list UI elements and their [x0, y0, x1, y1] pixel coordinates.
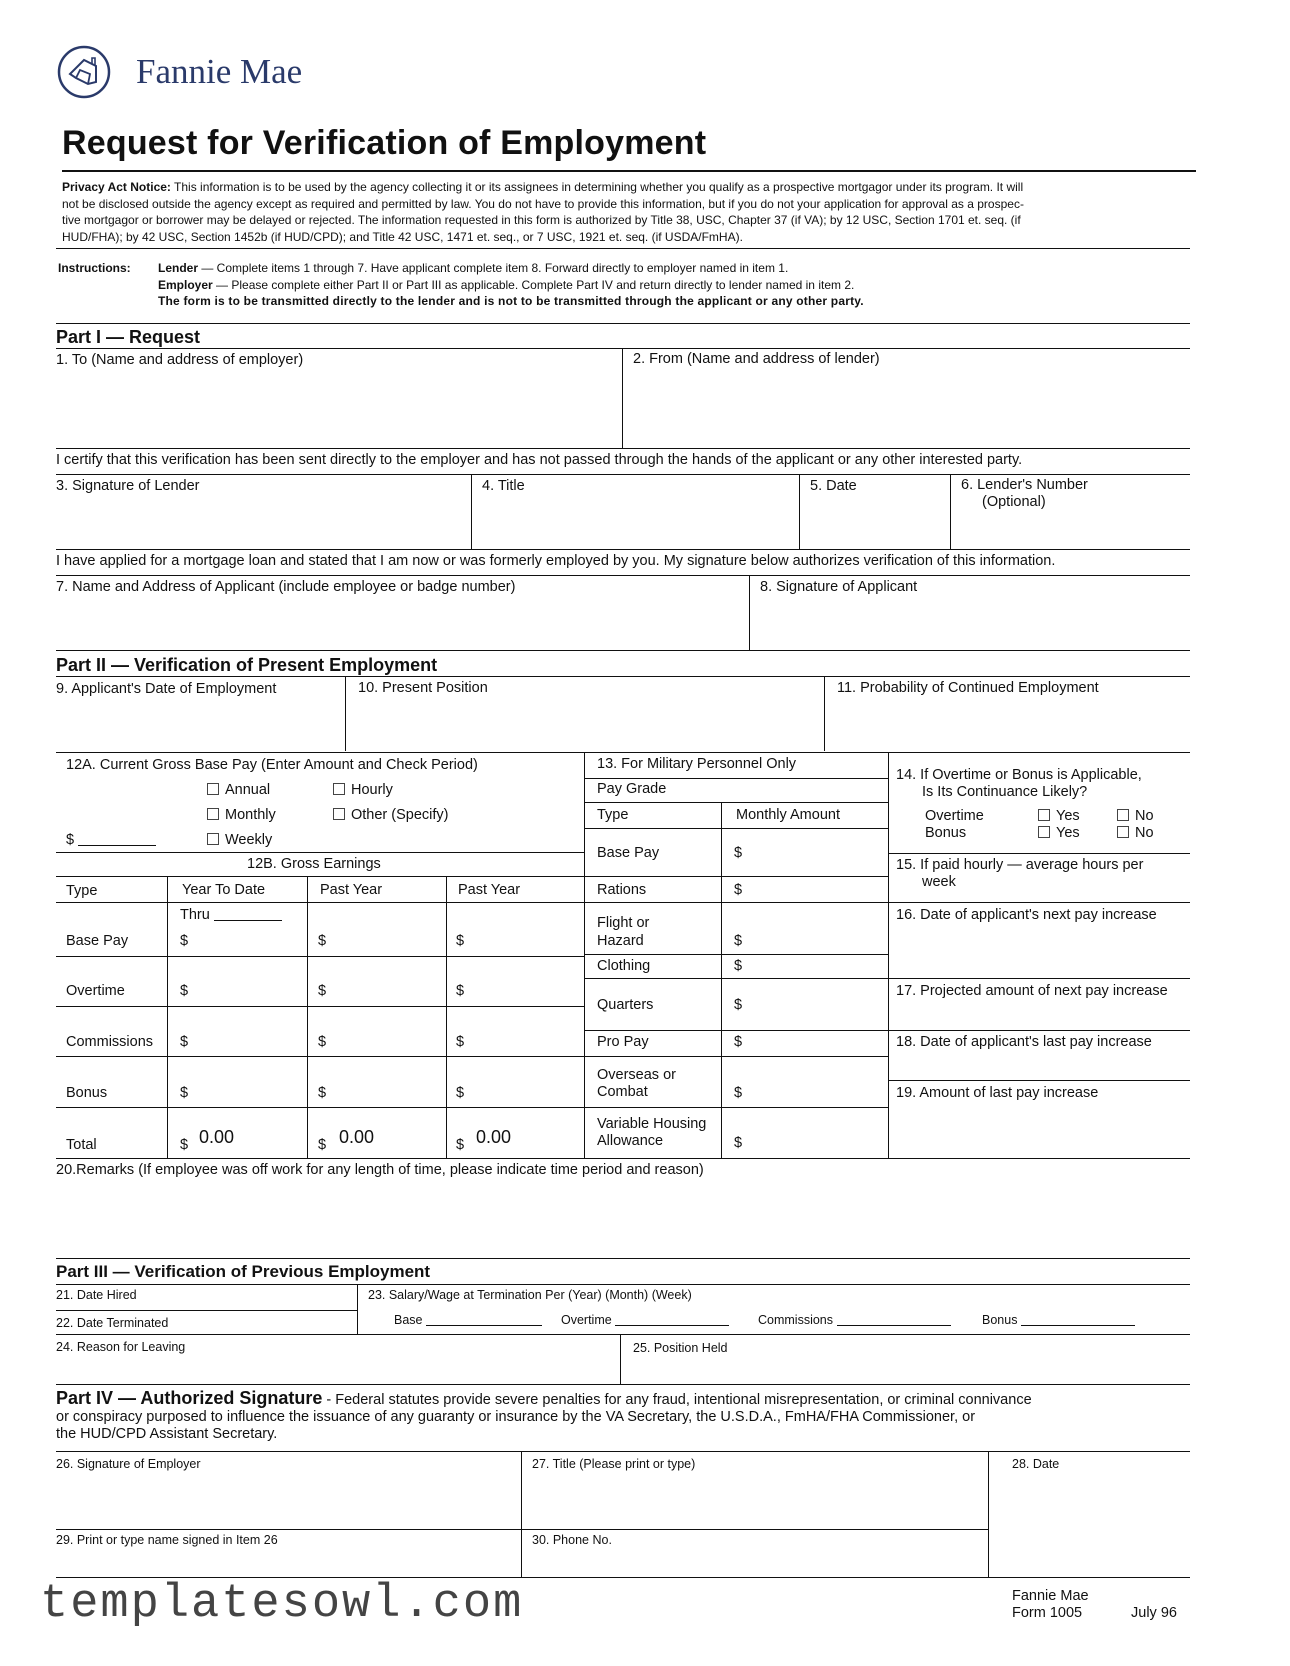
item13-label: 13. For Military Personnel Only	[597, 756, 797, 772]
thru-label	[180, 907, 282, 924]
continued-employment-field[interactable]	[829, 700, 1189, 748]
period-monthly[interactable]	[207, 807, 276, 824]
printed-name-field[interactable]	[60, 1550, 516, 1576]
weekly-checkbox[interactable]	[207, 833, 219, 845]
dollar-sign: $	[66, 832, 75, 848]
item4-label: 4. Title	[482, 478, 525, 494]
weekly-label: Weekly	[225, 832, 273, 848]
mil-quarters-amount-field[interactable]: $	[734, 997, 743, 1013]
total-past2-value[interactable]: 0.00	[476, 1127, 512, 1147]
overtime-past1-field[interactable]: $	[318, 983, 327, 999]
annual-label: Annual	[225, 782, 271, 798]
item15-line1: 15. If paid hourly — average hours per	[896, 857, 1144, 873]
mil-vha-line1: Variable Housing	[597, 1116, 707, 1132]
overtime-no-label: No	[1135, 808, 1154, 824]
part4-text1: - Federal statutes provide severe penalties for any fraud, intentional misrepresentation, or criminal connivance	[322, 1392, 1032, 1408]
brand-name: Fannie Mae	[136, 52, 303, 91]
lender-date-field[interactable]	[804, 498, 944, 546]
house-logo-icon	[56, 44, 112, 100]
item19-label: 19. Amount of last pay increase	[896, 1085, 1099, 1101]
overtime-yes-checkbox[interactable]	[1038, 809, 1050, 821]
monthly-checkbox[interactable]	[207, 808, 219, 820]
commissions-ytd-field[interactable]: $	[180, 1034, 189, 1050]
mil-monthly-header: Monthly Amount	[736, 807, 840, 823]
base-past2-field[interactable]: $	[456, 933, 465, 949]
instructions-label: Instructions:	[58, 261, 131, 275]
lender-address-field[interactable]	[628, 370, 1188, 444]
bonus-past2-field[interactable]: $	[456, 1085, 465, 1101]
mil-overseas-amount-field[interactable]: $	[734, 1085, 743, 1101]
part3-heading: Part III — Verification of Previous Employment	[56, 1262, 431, 1281]
item7-label: 7. Name and Address of Applicant (include employee or badge number)	[56, 579, 516, 595]
mil-overseas-line2: Combat	[597, 1084, 648, 1100]
mil-clothing-amount-field[interactable]: $	[734, 958, 743, 974]
col-past-year-2: Past Year	[458, 882, 521, 898]
total-ytd-dollar: $	[180, 1137, 189, 1153]
applicant-address-field[interactable]	[60, 598, 744, 648]
mil-base-pay: Base Pay	[597, 845, 660, 861]
item26-label: 26. Signature of Employer	[56, 1457, 201, 1471]
bonus-no-label: No	[1135, 825, 1154, 841]
employer-date-field[interactable]	[993, 1474, 1189, 1574]
item6-label: 6. Lender's Number	[961, 477, 1088, 493]
hourly-checkbox[interactable]	[333, 783, 345, 795]
item27-label: 27. Title (Please print or type)	[532, 1457, 696, 1471]
mil-pro-pay: Pro Pay	[597, 1034, 649, 1050]
bonus-no-checkbox[interactable]	[1117, 826, 1129, 838]
base-past1-field[interactable]: $	[318, 933, 327, 949]
mil-overseas-line1: Overseas or	[597, 1067, 676, 1083]
item23-label: 23. Salary/Wage at Termination Per (Year) (Month) (Week)	[368, 1288, 692, 1302]
total-past1-dollar: $	[318, 1137, 327, 1153]
overtime-ytd-field[interactable]: $	[180, 983, 189, 999]
item14-line2: Is Its Continuance Likely?	[922, 784, 1088, 800]
bonus-label: Bonus	[925, 825, 967, 841]
bonus-ytd-field[interactable]: $	[180, 1085, 189, 1101]
row-bonus: Bonus	[66, 1085, 108, 1101]
bonus-yes[interactable]	[1038, 825, 1080, 842]
row-base-pay: Base Pay	[66, 933, 129, 949]
privacy-line4: HUD/FHA); by 42 USC, Section 1452b (if HUD/CPD); and Title 42 USC, 1471 et. seq., or 7 USC, 1921 et. seq. (if USDA/FmHA).	[62, 229, 743, 244]
commissions-past2-field[interactable]: $	[456, 1034, 465, 1050]
form-brand: Fannie Mae	[1012, 1588, 1089, 1604]
item22-label: 22. Date Terminated	[56, 1316, 169, 1330]
present-position-field[interactable]	[350, 700, 820, 748]
lender-signature-field[interactable]	[60, 498, 465, 546]
mil-vha-line2: Allowance	[597, 1133, 664, 1149]
part4-heading: Part IV — Authorized Signature	[56, 1388, 323, 1408]
prev-commissions-field[interactable]	[758, 1313, 951, 1327]
item28-label: 28. Date	[1012, 1457, 1060, 1471]
overtime-yes[interactable]	[1038, 808, 1080, 825]
item12a-label: 12A. Current Gross Base Pay (Enter Amount and Check Period)	[66, 757, 478, 773]
item6-optional: (Optional)	[982, 494, 1046, 510]
mil-vha-amount-field[interactable]: $	[734, 1135, 743, 1151]
watermark: templatesowl.com	[40, 1578, 524, 1631]
monthly-label: Monthly	[225, 807, 276, 823]
item14-line1: 14. If Overtime or Bonus is Applicable,	[896, 767, 1142, 783]
item25-label: 25. Position Held	[633, 1341, 728, 1355]
bonus-yes-checkbox[interactable]	[1038, 826, 1050, 838]
prev-overtime-label: Overtime	[561, 1313, 612, 1327]
mil-rations-amount-field[interactable]: $	[734, 882, 743, 898]
employer-signature-field[interactable]	[60, 1474, 516, 1524]
thru-text: Thru	[180, 907, 210, 923]
overtime-past2-field[interactable]: $	[456, 983, 465, 999]
item15-line2: week	[922, 874, 956, 890]
bonus-past1-field[interactable]: $	[318, 1085, 327, 1101]
applicant-signature-field[interactable]	[754, 598, 1188, 648]
total-past1-value[interactable]: 0.00	[339, 1127, 375, 1147]
overtime-no-checkbox[interactable]	[1117, 809, 1129, 821]
row-overtime: Overtime	[66, 983, 125, 999]
privacy-line2: not be disclosed outside the agency except as required and permitted by law. You do not have to provide this information, but if you do not your application for approval as a prospec-	[62, 196, 1024, 211]
bonus-no[interactable]	[1117, 825, 1154, 842]
employer-instructions: — Please complete either Part II or Part III as applicable. Complete Part IV and return directly to lender named in item 2.	[212, 277, 855, 292]
item30-label: 30. Phone No.	[532, 1533, 612, 1547]
lender-label: Lender	[158, 261, 199, 275]
prev-base-label: Base	[394, 1313, 423, 1327]
form-number: Form 1005	[1012, 1605, 1083, 1621]
privacy-notice	[62, 179, 1196, 245]
other-label: Other (Specify)	[351, 807, 449, 823]
mil-flight-line1: Flight or	[597, 915, 650, 931]
total-ytd-value[interactable]: 0.00	[199, 1127, 235, 1147]
remarks-field[interactable]	[60, 1182, 1188, 1256]
privacy-line1: This information is to be used by the agency collecting it or its assignees in determining whether you qualify as a prospective mortgagor under its program. It will	[170, 180, 1024, 194]
item5-label: 5. Date	[810, 478, 857, 494]
lender-number-field[interactable]	[955, 514, 1187, 546]
item20-label: 20.Remarks (If employee was off work for any length of time, please indicate time period and reason)	[56, 1162, 704, 1178]
item24-label: 24. Reason for Leaving	[56, 1340, 186, 1354]
item9-label: 9. Applicant's Date of Employment	[56, 681, 277, 697]
period-annual[interactable]	[207, 782, 270, 799]
part1-heading: Part I — Request	[56, 327, 201, 347]
overtime-yes-label: Yes	[1056, 808, 1080, 824]
item1-label: 1. To (Name and address of employer)	[56, 352, 304, 368]
mil-type-header: Type	[597, 807, 629, 823]
item17-label: 17. Projected amount of next pay increase	[896, 983, 1168, 999]
prev-commissions-label: Commissions	[758, 1313, 834, 1327]
mil-flight-amount-field[interactable]: $	[734, 933, 743, 949]
pay-grade-label: Pay Grade	[597, 781, 667, 797]
item21-label: 21. Date Hired	[56, 1288, 137, 1302]
item3-label: 3. Signature of Lender	[56, 478, 200, 494]
overtime-no[interactable]	[1117, 808, 1154, 825]
privacy-line3: tive mortgagor or borrower may be delayed or rejected. The information requested in this form is authorized by Title 38, USC, Chapter 37 (if VA); by 12 USC, Section 1701 et. seq. (if	[62, 213, 1021, 227]
item18-label: 18. Date of applicant's last pay increase	[896, 1034, 1152, 1050]
base-ytd-field[interactable]: $	[180, 933, 189, 949]
total-past2-dollar: $	[456, 1137, 465, 1153]
prev-base-field[interactable]	[394, 1313, 542, 1327]
item16-label: 16. Date of applicant's next pay increase	[896, 907, 1157, 923]
item12b-label: 12B. Gross Earnings	[247, 856, 381, 872]
item29-label: 29. Print or type name signed in Item 26	[56, 1533, 278, 1547]
instructions-body	[158, 260, 1188, 310]
certify-statement: I certify that this verification has been sent directly to the employer and has not passed through the hands of the applicant or any other interested party.	[56, 452, 1023, 468]
transmit-note: The form is to be transmitted directly to the lender and is not to be transmitted through the applicant or any other party.	[158, 294, 864, 308]
mil-quarters: Quarters	[597, 997, 654, 1013]
part4-text3: the HUD/CPD Assistant Secretary.	[56, 1426, 278, 1442]
lender-instructions: — Complete items 1 through 7. Have applicant complete item 8. Forward directly to employer named in item 1.	[198, 261, 789, 275]
part4-statement	[56, 1390, 1190, 1443]
bonus-yes-label: Yes	[1056, 825, 1080, 841]
prev-bonus-label: Bonus	[982, 1313, 1018, 1327]
employment-date-field[interactable]	[60, 700, 340, 748]
prev-overtime-field[interactable]	[561, 1313, 729, 1327]
row-total: Total	[66, 1137, 97, 1153]
mil-flight-line2: Hazard	[597, 933, 644, 949]
privacy-label: Privacy Act Notice:	[62, 180, 171, 194]
employer-title-field[interactable]	[526, 1474, 984, 1524]
overtime-label: Overtime	[925, 808, 984, 824]
mil-clothing: Clothing	[597, 958, 651, 974]
item10-label: 10. Present Position	[358, 680, 488, 696]
applied-statement: I have applied for a mortgage loan and stated that I am now or was formerly employed by you. My signature below authorizes verification of this information.	[56, 553, 1056, 569]
mil-base-amount-field[interactable]: $	[734, 845, 743, 861]
part2-heading: Part II — Verification of Present Employment	[56, 655, 438, 675]
lender-title-field[interactable]	[476, 498, 794, 546]
col-past-year-1: Past Year	[320, 882, 383, 898]
mil-propay-amount-field[interactable]: $	[734, 1034, 743, 1050]
base-pay-amount-field[interactable]	[66, 832, 156, 849]
page-title: Request for Verification of Employment	[62, 124, 707, 162]
commissions-past1-field[interactable]: $	[318, 1034, 327, 1050]
mil-rations: Rations	[597, 882, 647, 898]
form-date: July 96	[1131, 1605, 1177, 1621]
annual-checkbox[interactable]	[207, 783, 219, 795]
period-hourly[interactable]	[333, 782, 393, 799]
col-type: Type	[66, 883, 98, 899]
hourly-label: Hourly	[351, 782, 393, 798]
employer-label: Employer	[158, 277, 213, 292]
prev-bonus-field[interactable]	[982, 1313, 1135, 1327]
item2-label: 2. From (Name and address of lender)	[633, 351, 880, 367]
period-other[interactable]	[333, 807, 449, 824]
item8-label: 8. Signature of Applicant	[760, 579, 918, 595]
item11-label: 11. Probability of Continued Employment	[837, 680, 1099, 696]
col-ytd: Year To Date	[182, 882, 266, 898]
employer-address-field[interactable]	[60, 370, 616, 444]
part4-text2: or conspiracy purposed to influence the issuance of any guaranty or insurance by the VA Secretary, the U.S.D.A., FmHA/FHA Commissioner, or	[56, 1409, 976, 1425]
row-commissions: Commissions	[66, 1034, 154, 1050]
period-weekly[interactable]	[207, 832, 272, 849]
other-checkbox[interactable]	[333, 808, 345, 820]
phone-field[interactable]	[526, 1550, 984, 1576]
